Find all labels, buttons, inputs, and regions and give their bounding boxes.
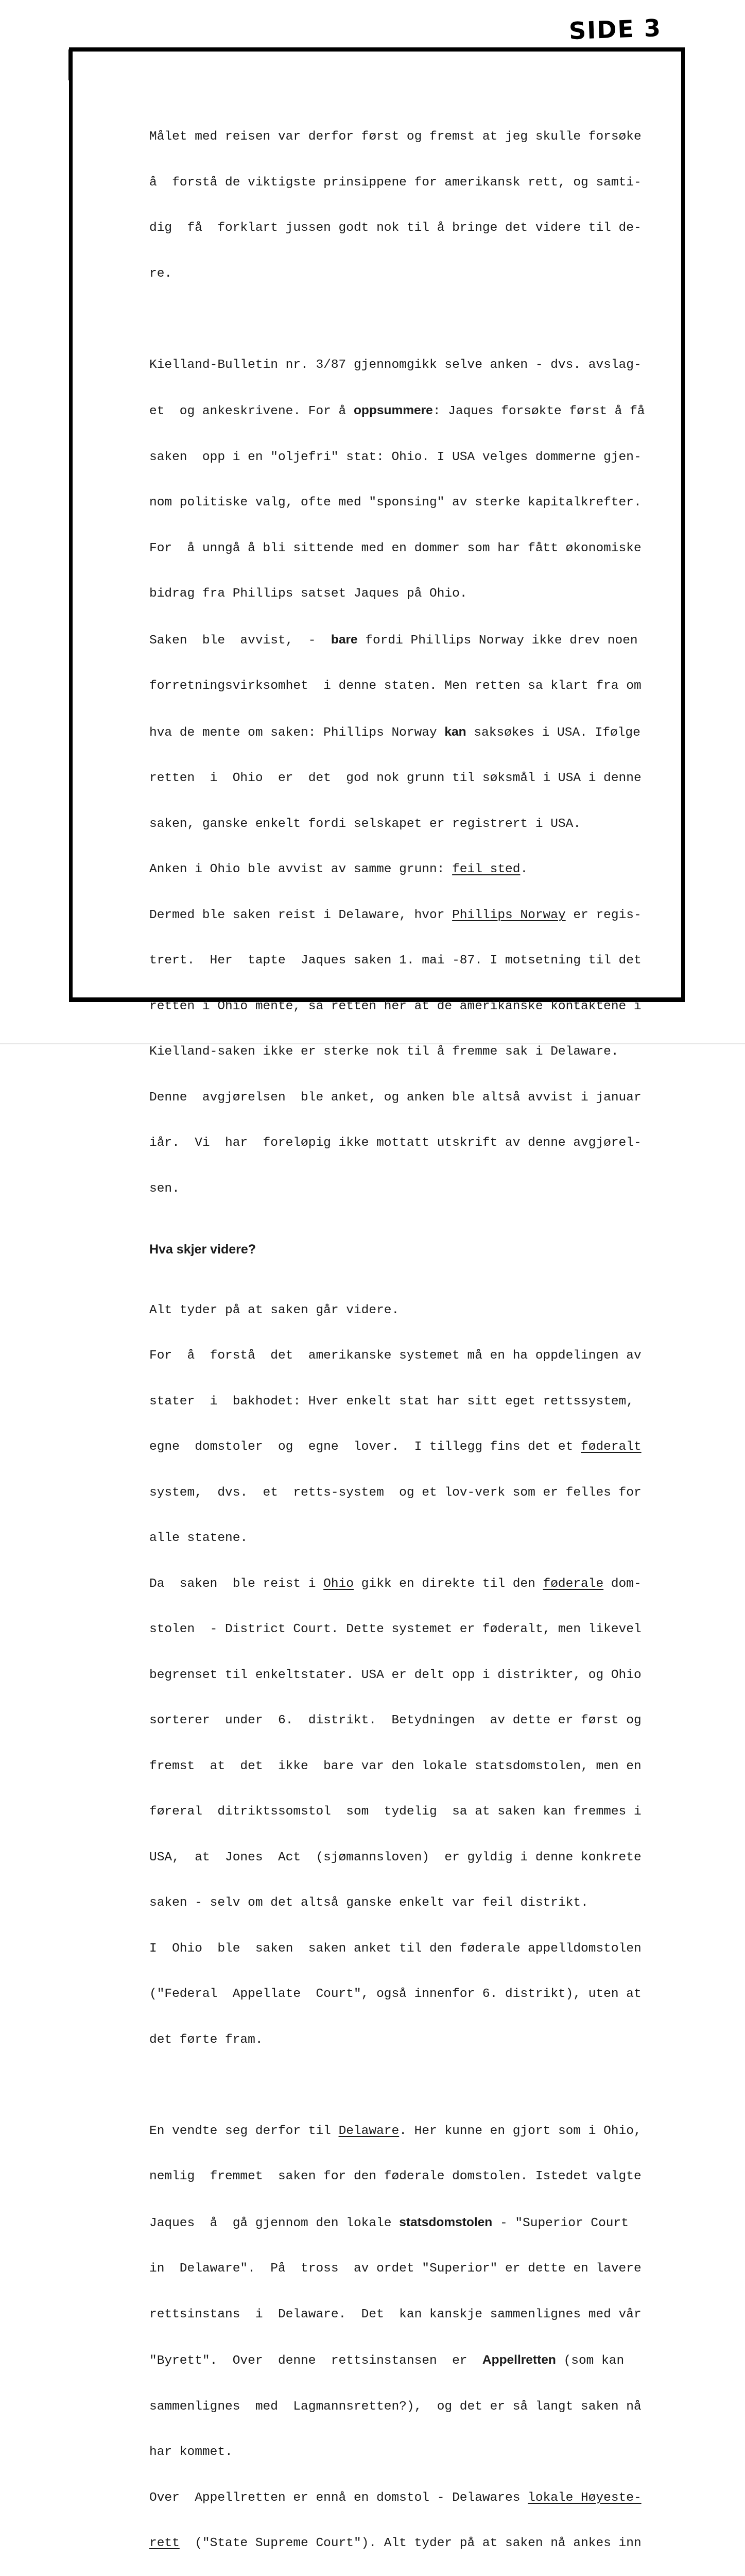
text-line: hva de mente om saken: Phillips Norway kan saksøkes i USA. Ifølge <box>149 724 641 741</box>
text-line: rett ("State Supreme Court"). Alt tyder på at saken nå ankes inn <box>149 2536 641 2551</box>
underline-foderalt: føderalt <box>581 1440 642 1454</box>
text-line: nemlig fremmet saken for den føderale domstolen. Istedet valgte <box>149 2169 641 2184</box>
text-line: re. <box>149 266 641 282</box>
text-line: et og ankeskrivene. For å oppsummere: Jaques forsøkte først å få <box>149 403 641 419</box>
text-line: Dermed ble saken reist i Delaware, hvor Phillips Norway er regis- <box>149 908 641 923</box>
text-line: nom politiske valg, ofte med "sponsing" av sterke kapitalkrefter. <box>149 495 641 511</box>
text-line: Alt tyder på at saken går videre. <box>149 1303 641 1318</box>
emphasis-kan: kan <box>444 725 466 739</box>
text-line: system, dvs. et retts-system og et lov-verk som er felles for <box>149 1485 641 1501</box>
underline-rett: rett <box>149 2536 180 2550</box>
text-line: retten i Ohio er det god nok grunn til søksmål i USA i denne <box>149 771 641 786</box>
text-line: bidrag fra Phillips satset Jaques på Ohio. <box>149 586 641 602</box>
frame-mark <box>68 49 71 80</box>
text-line: iår. Vi har foreløpig ikke mottatt utskrift av denne avgjørel- <box>149 1136 641 1151</box>
text-line: sen. <box>149 1181 641 1197</box>
text-line: forretningsvirksomhet i denne staten. Men retten sa klart fra om <box>149 679 641 694</box>
underline-ohio: Ohio <box>323 1577 354 1591</box>
text-line: sorterer under 6. distrikt. Betydningen av dette er først og <box>149 1713 641 1728</box>
emphasis-statsdomstolen: statsdomstolen <box>399 2215 492 2229</box>
underline-feil-sted: feil sted <box>452 862 520 876</box>
text-line: "Byrett". Over denne rettsinstansen er Appellretten (som kan <box>149 2352 641 2369</box>
text-line: egne domstoler og egne lover. I tillegg fins det et føderalt <box>149 1439 641 1455</box>
text-line: saken - selv om det altså ganske enkelt var feil distrikt. <box>149 1895 641 1911</box>
emphasis-appellretten: Appellretten <box>482 2353 556 2367</box>
text-line: Kielland-Bulletin nr. 3/87 gjennomgikk selve anken - dvs. avslag- <box>149 358 641 373</box>
text-line: En vendte seg derfor til Delaware. Her kunne en gjort som i Ohio, <box>149 2124 641 2139</box>
text-line: saken, ganske enkelt fordi selskapet er registrert i USA. <box>149 817 641 832</box>
text-line: Målet med reisen var derfor først og fremst at jeg skulle forsøke <box>149 129 641 145</box>
page-number-label: SIDE 3 <box>568 14 662 45</box>
text-line: å forstå de viktigste prinsippene for amerikansk rett, og samti- <box>149 175 641 191</box>
text-line: har kommet. <box>149 2445 641 2460</box>
underline-phillips-norway: Phillips Norway <box>452 908 566 922</box>
text-line: sammenlignes med Lagmannsretten?), og det er så langt saken nå <box>149 2399 641 2415</box>
scan-edge-line <box>0 1043 745 1044</box>
text-line: retten i Ohio mente, sa retten her at de amerikanske kontaktene i <box>149 999 641 1014</box>
text-line: For å forstå det amerikanske systemet må en ha oppdelingen av <box>149 1348 641 1364</box>
emphasis-oppsummere: oppsummere <box>354 403 433 417</box>
text-line: in Delaware". På tross av ordet "Superior" er dette en lavere <box>149 2261 641 2277</box>
paragraph-delaware <box>149 2093 641 2576</box>
text-line: Saken ble avvist, - bare fordi Phillips Norway ikke drev noen <box>149 632 641 649</box>
underline-lokale-hoyesterett: lokale Høyeste- <box>528 2491 642 2505</box>
paragraph-intro <box>149 99 641 312</box>
text-line: Over Appellretten er ennå en domstol - Delawares lokale Høyeste- <box>149 2490 641 2506</box>
underline-delaware: Delaware <box>339 2124 400 2138</box>
text-line: I Ohio ble saken saken anket til den føderale appelldomstolen <box>149 1941 641 1957</box>
text-line: det førte fram. <box>149 2032 641 2048</box>
text-line: stolen - District Court. Dette systemet er føderalt, men likevel <box>149 1622 641 1637</box>
text-line: Kielland-saken ikke er sterke nok til å fremme sak i Delaware. <box>149 1044 641 1060</box>
text-line: stater i bakhodet: Hver enkelt stat har sitt eget rettssystem, <box>149 1394 641 1410</box>
text-line: Denne avgjørelsen ble anket, og anken ble altså avvist i januar <box>149 1090 641 1106</box>
text-line: rettsinstans i Delaware. Det kan kanskje sammenlignes med vår <box>149 2307 641 2323</box>
text-line: saken opp i en "oljefri" stat: Ohio. I USA velges dommerne gjen- <box>149 450 641 465</box>
paragraph-bulletin <box>149 327 641 1227</box>
text-line: dig få forklart jussen godt nok til å bringe det videre til de- <box>149 221 641 236</box>
text-line: fremst at det ikke bare var den lokale statsdomstolen, men en <box>149 1759 641 1774</box>
text-line: begrenset til enkeltstater. USA er delt opp i distrikter, og Ohio <box>149 1668 641 1683</box>
text-line: ("Federal Appellate Court", også innenfor 6. distrikt), uten at <box>149 1987 641 2002</box>
emphasis-bare: bare <box>331 633 358 647</box>
text-line: føreral ditriktssomstol som tydelig sa at saken kan fremmes i <box>149 1804 641 1820</box>
section-heading: Hva skjer videre? <box>149 1242 641 1258</box>
text-line: USA, at Jones Act (sjømannsloven) er gyldig i denne konkrete <box>149 1850 641 1866</box>
text-line: Jaques å gå gjennom den lokale statsdomstolen - "Superior Court <box>149 2215 641 2231</box>
paragraph-federal-system <box>149 1273 641 2078</box>
underline-foderale: føderale <box>543 1577 604 1591</box>
text-line: Da saken ble reist i Ohio gikk en direkte til den føderale dom- <box>149 1577 641 1592</box>
text-line: alle statene. <box>149 1531 641 1546</box>
document-body <box>149 99 641 2576</box>
text-line: trert. Her tapte Jaques saken 1. mai -87. I motsetning til det <box>149 953 641 969</box>
text-line: For å unngå å bli sittende med en dommer som har fått økonomiske <box>149 541 641 556</box>
text-line: Anken i Ohio ble avvist av samme grunn: feil sted. <box>149 862 641 877</box>
